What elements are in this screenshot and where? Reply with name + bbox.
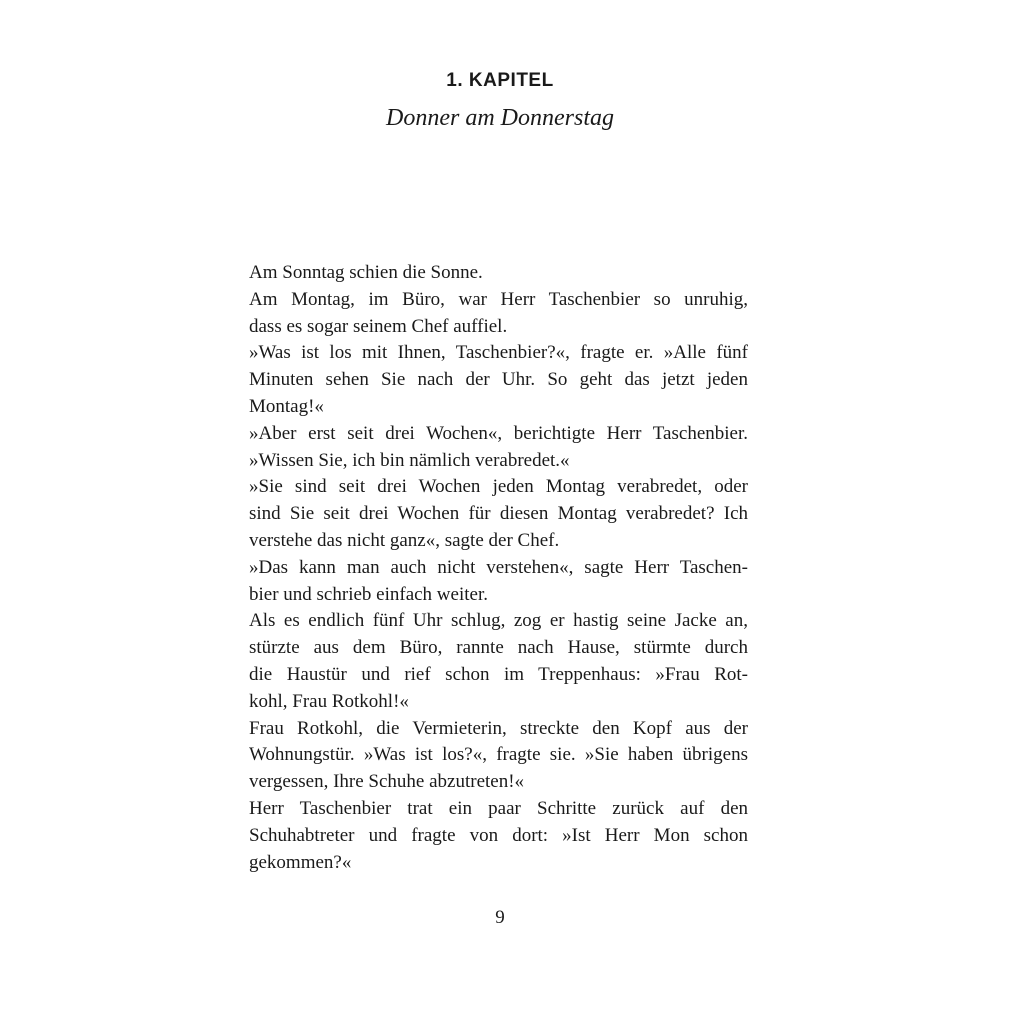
text-line: vergessen, Ihre Schuhe abzutreten!« <box>249 771 525 793</box>
text-line: »Das kann man auch nicht verstehen«, sagte Herr Taschen- <box>249 556 748 578</box>
chapter-number: 1. KAPITEL <box>446 70 554 91</box>
chapter-title: Donner am Donnerstag <box>386 105 614 131</box>
text-line: gekommen?« <box>249 851 352 873</box>
text-line: Am Sonntag schien die Sonne. <box>249 262 483 283</box>
body-text <box>249 260 748 876</box>
text-line: Montag!« <box>249 395 324 417</box>
text-line: sind Sie seit drei Wochen für diesen Montag verabredet? Ich <box>249 503 748 525</box>
text-line: Am Montag, im Büro, war Herr Taschenbier so unruhig, <box>249 288 748 310</box>
text-line: die Haustür und rief schon im Treppenhaus: »Frau Rot- <box>249 663 748 685</box>
text-line: »Was ist los mit Ihnen, Taschenbier?«, fragte er. »Alle fünf <box>249 342 748 364</box>
page-number: 9 <box>495 907 505 928</box>
text-line: bier und schrieb einfach weiter. <box>249 583 488 605</box>
text-line: Wohnungstür. »Was ist los?«, fragte sie. »Sie haben übrigens <box>249 744 748 766</box>
text-line: Minuten sehen Sie nach der Uhr. So geht das jetzt jeden <box>249 369 748 391</box>
text-line: »Sie sind seit drei Wochen jeden Montag verabredet, oder <box>249 476 748 498</box>
text-line: verstehe das nicht ganz«, sagte der Chef. <box>249 529 560 551</box>
text-line: kohl, Frau Rotkohl!« <box>249 690 409 712</box>
text-line: Frau Rotkohl, die Vermieterin, streckte den Kopf aus der <box>249 717 748 739</box>
text-line: stürzte aus dem Büro, rannte nach Hause, stürmte durch <box>249 637 748 659</box>
text-line: »Aber erst seit drei Wochen«, berichtigte Herr Taschenbier. <box>249 422 748 444</box>
text-line: Schuhabtreter und fragte von dort: »Ist Herr Mon schon <box>249 824 748 846</box>
text-line: »Wissen Sie, ich bin nämlich verabredet.« <box>249 449 570 471</box>
text-line: Als es endlich fünf Uhr schlug, zog er hastig seine Jacke an, <box>249 610 748 632</box>
text-line: dass es sogar seinem Chef auffiel. <box>249 315 508 337</box>
text-line: Herr Taschenbier trat ein paar Schritte zurück auf den <box>249 797 748 819</box>
